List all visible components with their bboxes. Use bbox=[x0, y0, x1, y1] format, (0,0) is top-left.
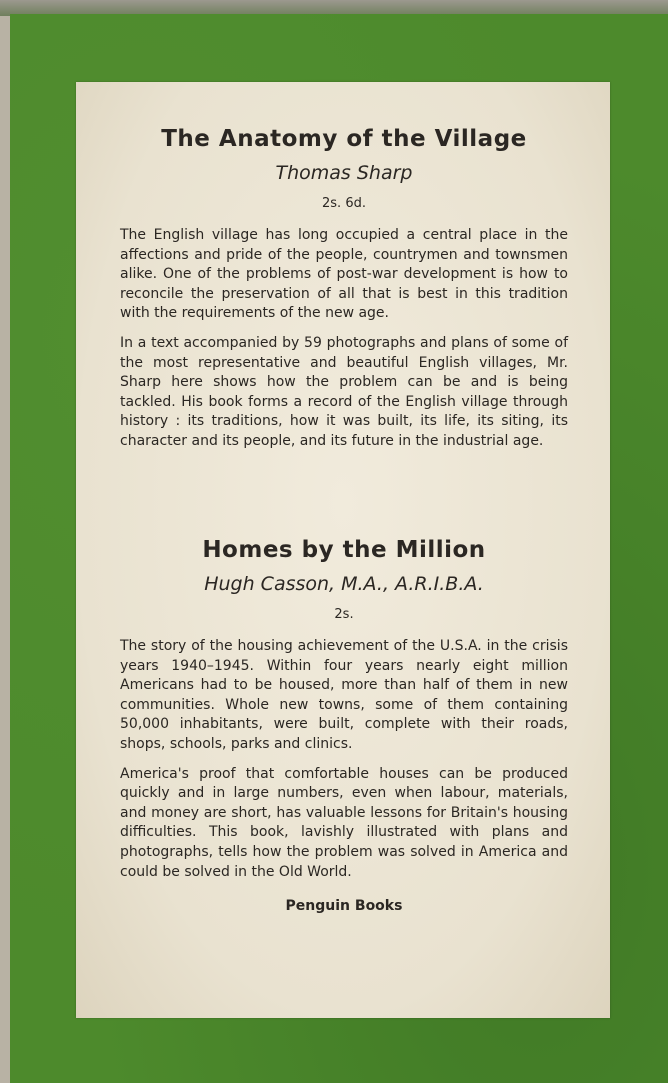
description-paragraph: The English village has long occupied a central place in the affections and pride of the people, countrymen and townsmen alike. One of the problems of post-war development is how to reconcile the preservation of all that is best in this tradition with the requirements of the new age. bbox=[120, 227, 568, 322]
text-panel bbox=[76, 82, 610, 1018]
book-listing-homes-by-the-million bbox=[120, 537, 568, 914]
description-paragraph: America's proof that comfortable houses can be produced quickly and in large numbers, even when labour, materials, and money are short, has valuable lessons for Britain's housing difficulties. This book, lavishly illustrated with plans and photographs, tells how the problem was solved in America and could be solved in the Old World. bbox=[120, 765, 568, 880]
description-paragraph: The story of the housing achievement of the U.S.A. in the crisis years 1940–1945. Within four years nearly eight million Americans had to be housed, more than half of them in new communities. Whole new towns, some of them containing 50,000 inhabitants, were built, complete with their roads, shops, schools, parks and clinics. bbox=[120, 638, 568, 752]
publisher-imprint: Penguin Books bbox=[285, 898, 403, 915]
book-price: 2s. 6d. bbox=[322, 196, 366, 211]
book-listing-anatomy-of-the-village bbox=[120, 126, 568, 452]
book-title: The Anatomy of the Village bbox=[161, 126, 527, 152]
book-title: Homes by the Million bbox=[202, 537, 486, 563]
book-author: Hugh Casson, M.A., A.R.I.B.A. bbox=[204, 573, 484, 595]
book-price: 2s. bbox=[334, 607, 354, 622]
description-paragraph: In a text accompanied by 59 photographs and plans of some of the most representative and beautiful English villages, Mr. Sharp here shows how the problem can be and is being tackled. His book forms a record of the English village through history : its traditions, how it was built, its life, its siting, its character and its people, and its future in the industrial age. bbox=[120, 334, 568, 449]
book-author: Thomas Sharp bbox=[275, 162, 413, 184]
